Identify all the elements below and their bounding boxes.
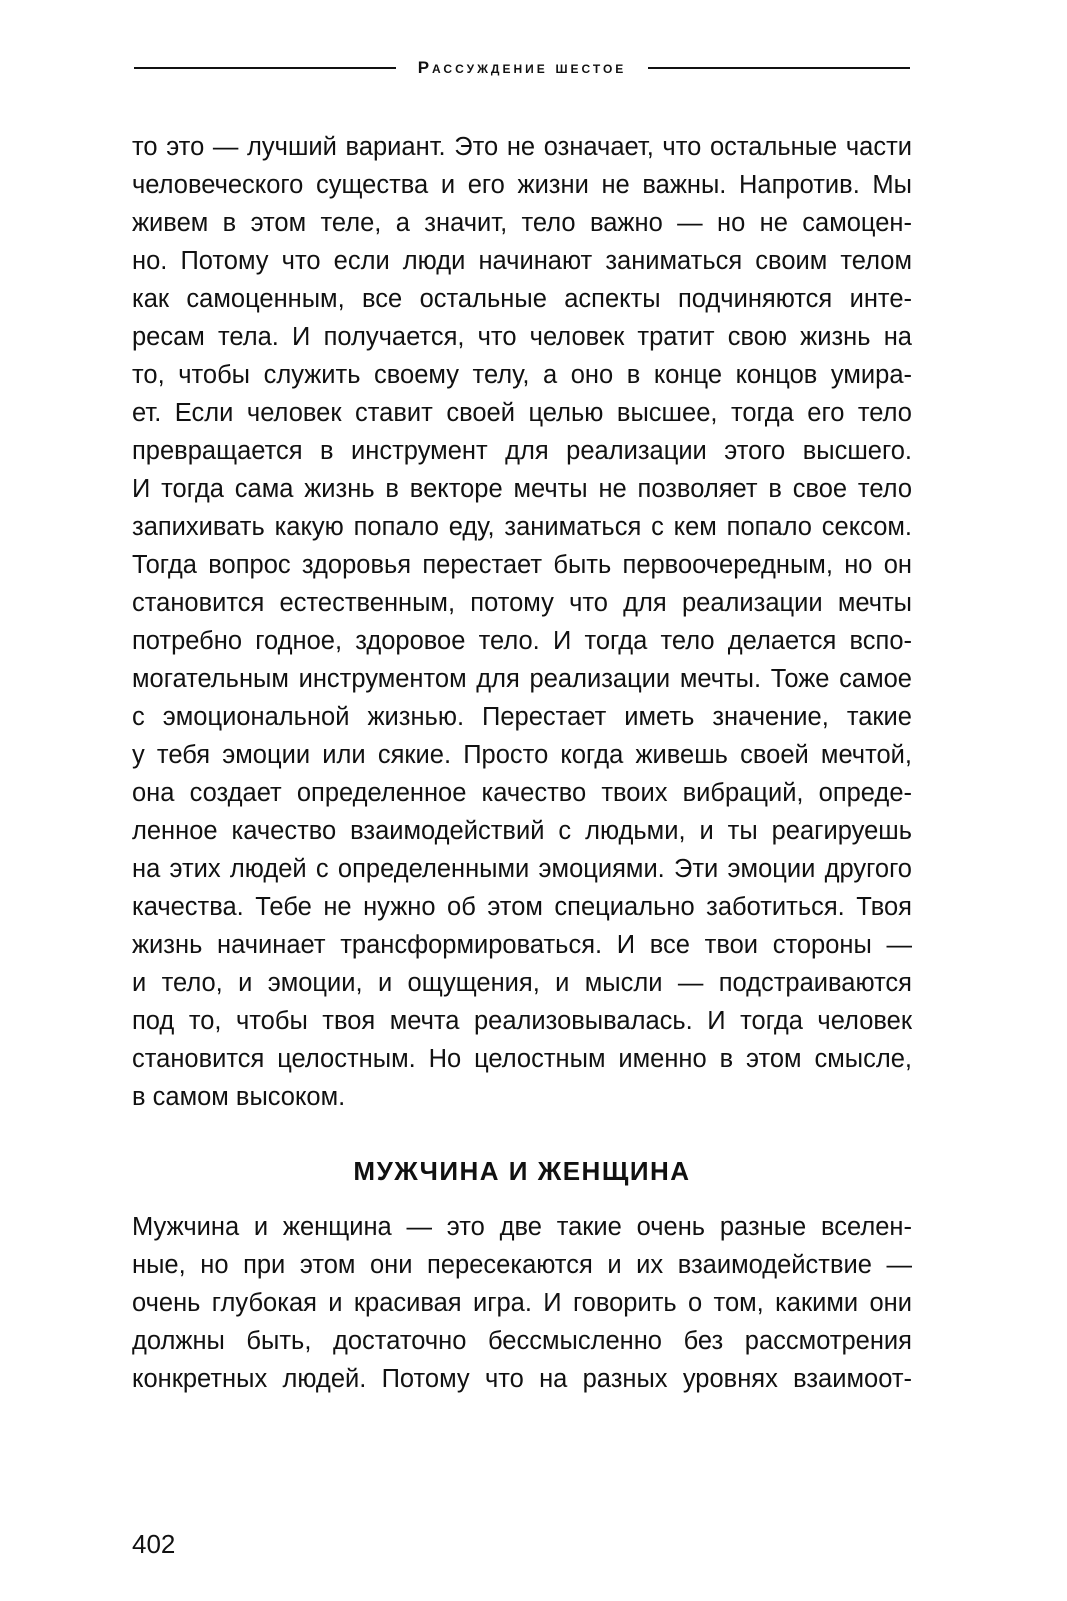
text-line: И тогда сама жизнь в векторе мечты не позволяет в свое тело	[132, 475, 912, 503]
text-line: у тебя эмоции или сякие. Просто когда живешь своей мечтой,	[132, 741, 912, 769]
text-line: но. Потому что если люди начинают заниматься своим телом	[132, 247, 912, 275]
text-line: на этих людей с определенными эмоциями. Эти эмоции другого	[132, 855, 912, 883]
text-line: ресам тела. И получается, что человек тратит свою жизнь на	[132, 323, 912, 351]
text-line: потребно годное, здоровое тело. И тогда тело делается вспо-	[132, 627, 912, 655]
running-head-title: Рассуждение шестое	[417, 58, 627, 77]
text-line: она создает определенное качество твоих вибраций, опреде-	[132, 779, 912, 807]
text-line: ет. Если человек ставит своей целью высшее, тогда его тело	[132, 399, 912, 427]
text-line: под то, чтобы твоя мечта реализовывалась. И тогда человек	[132, 1007, 912, 1035]
text-line: человеческого существа и его жизни не важны. Напротив. Мы	[132, 171, 912, 199]
text-line: живем в этом теле, а значит, тело важно — но не самоцен-	[132, 209, 912, 237]
text-line: то, чтобы служить своему телу, а оно в конце концов умира-	[132, 361, 912, 389]
paragraph-continued	[132, 128, 912, 1116]
text-line: качества. Тебе не нужно об этом специально заботиться. Твоя	[132, 893, 912, 921]
text-line: превращается в инструмент для реализации этого высшего.	[132, 437, 912, 465]
text-line: становится естественным, потому что для реализации мечты	[132, 589, 912, 617]
running-head-rule-left	[134, 67, 396, 69]
text-line: ные, но при этом они пересекаются и их взаимодействие —	[132, 1251, 912, 1279]
text-line: как самоценным, все остальные аспекты подчиняются инте-	[132, 285, 912, 313]
text-line: жизнь начинает трансформироваться. И все твои стороны —	[132, 931, 912, 959]
text-line: должны быть, достаточно бессмысленно без рассмотрения	[132, 1327, 912, 1355]
running-head-rule-right	[648, 67, 910, 69]
text-line: Тогда вопрос здоровья перестает быть первоочередным, но он	[132, 551, 912, 579]
text-line: запихивать какую попало еду, заниматься с кем попало сексом.	[132, 513, 912, 541]
paragraph-section-start	[132, 1208, 912, 1398]
text-line: конкретных людей. Потому что на разных уровнях взаимоот-	[132, 1365, 912, 1393]
text-line: Мужчина и женщина — это две такие очень разные вселен-	[132, 1213, 912, 1241]
text-line: в самом высоком.	[132, 1083, 346, 1111]
section-heading: МУЖЧИНА И ЖЕНЩИНА	[353, 1156, 691, 1186]
text-line: с эмоциональной жизнью. Перестает иметь значение, такие	[132, 703, 912, 731]
text-line: могательным инструментом для реализации мечты. Тоже самое	[132, 665, 912, 693]
text-line: становится целостным. Но целостным именно в этом смысле,	[132, 1045, 912, 1073]
page-number: 402	[132, 1529, 176, 1559]
text-line: ленное качество взаимодействий с людьми, и ты реагируешь	[132, 817, 912, 845]
text-line: очень глубокая и красивая игра. И говорить о том, какими они	[132, 1289, 912, 1317]
text-line: и тело, и эмоции, и ощущения, и мысли — подстраиваются	[132, 969, 912, 997]
running-head	[134, 58, 910, 78]
text-line: то это — лучший вариант. Это не означает, что остальные части	[132, 133, 912, 161]
